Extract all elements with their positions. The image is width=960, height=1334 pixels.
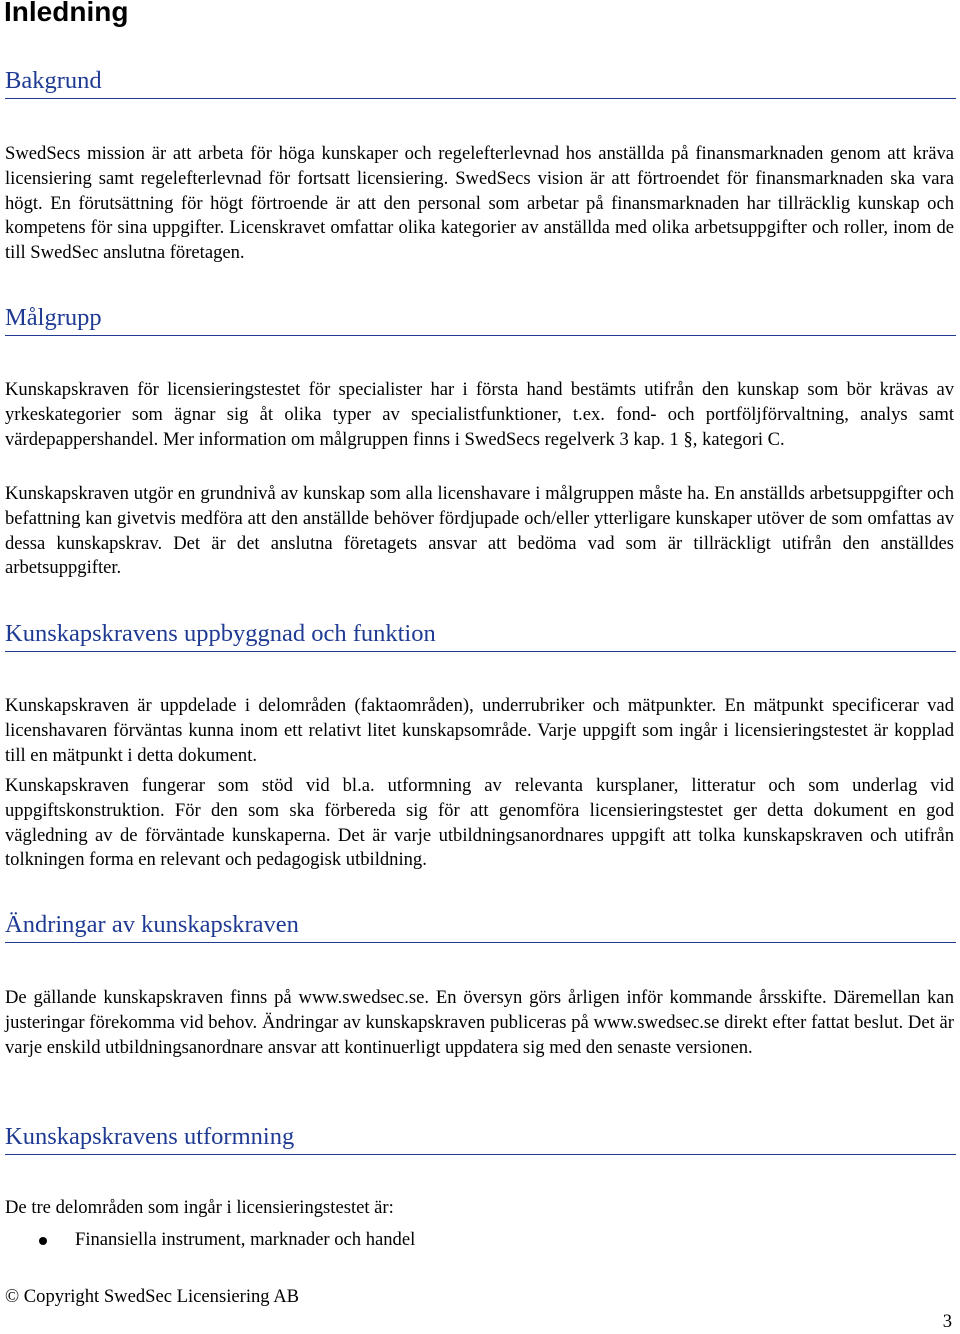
section-title-uppbyggnad: Kunskapskravens uppbyggnad och funktion [5, 619, 956, 652]
section-title-bakgrund: Bakgrund [5, 66, 956, 99]
list-item-label: Finansiella instrument, marknader och handel [75, 1229, 416, 1250]
section-title-malgrupp: Målgrupp [5, 303, 956, 336]
delomraden-list [5, 1228, 954, 1253]
copyright-footer: © Copyright SwedSec Licensiering AB [5, 1286, 300, 1307]
paragraph-andringar: De gällande kunskapskraven finns på www.swedsec.se. En översyn görs årligen inför kommande årsskifte. Däremellan kan justeringar förekomma vid behov. Ändringar av kunskapskraven publiceras på www.swedsec.se direkt efter fattat beslut. Det är varje enskild utbildningsanordnare ansvar att kontinuerligt uppdatera sig med den senaste versionen. [5, 987, 954, 1058]
page-number: 3 [942, 1311, 952, 1332]
paragraph-uppbyggnad-2: Kunskapskraven fungerar som stöd vid bl.a. utformning av relevanta kursplaner, litteratur och som underlag vid uppgiftskonstruktion. För den som ska förbereda sig för att genomföra licensieringstestet ger detta dokument en god vägledning av de förväntade kunskaperna. Det är varje utbildningsanordnares uppgift att tolka kunskapskraven och utifrån tolkningen forma en relevant och pedagogisk utbildning. [5, 775, 954, 871]
paragraph-utformning: De tre delområden som ingår i licensieringstestet är: [5, 1197, 394, 1218]
list-item [5, 1228, 954, 1253]
section-title-utformning: Kunskapskravens utformning [5, 1122, 956, 1155]
paragraph-malgrupp-1: Kunskapskraven för licensieringstestet för specialister har i första hand bestämts utifrån den kunskap som bör krävas av yrkeskategorier som ägnar sig åt olika typer av specialistfunktioner, t.ex. fond- och portföljförvaltning, analys samt värdepappershandel. Mer information om målgruppen finns i SwedSecs regelverk 3 kap. 1 §, kategori C. [5, 379, 954, 450]
page-heading: Inledning [4, 0, 129, 27]
section-title-andringar: Ändringar av kunskapskraven [5, 910, 956, 943]
paragraph-bakgrund: SwedSecs mission är att arbeta för höga kunskaper och regelefterlevnad hos anställda på finansmarknaden genom att kräva licensiering samt regelefterlevnad för fortsatt licensiering. SwedSecs vision är att förtroendet för finansmarknaden ska vara högt. En förutsättning för högt förtroende är att den personal som arbetar på finansmarknaden har tillräcklig kunskap och kompetens för sina uppgifter. Licenskravet omfattar olika kategorier av anställda med olika arbetsuppgifter och roller, inom de till SwedSec anslutna företagen. [5, 143, 954, 264]
paragraph-malgrupp-2: Kunskapskraven utgör en grundnivå av kunskap som alla licenshavare i målgruppen måste ha. En anställds arbetsuppgifter och befattning kan givetvis medföra att den anställde behöver fördjupade och/eller ytterligare kunskaper utöver de som omfattas av dessa kunskapskrav. Det är det anslutna företagets ansvar att bedöma vad som är tillräckligt utifrån den anställdes arbetsuppgifter. [5, 483, 954, 579]
paragraph-uppbyggnad-1: Kunskapskraven är uppdelade i delområden (faktaområden), underrubriker och mätpunkter. En mätpunkt specificerar vad licenshavaren förväntas kunna inom ett relativt litet kunskapsområde. Varje uppgift som ingår i licensieringstestet är kopplad till en mätpunkt i detta dokument. [5, 695, 954, 766]
bullet-icon [39, 1237, 47, 1245]
